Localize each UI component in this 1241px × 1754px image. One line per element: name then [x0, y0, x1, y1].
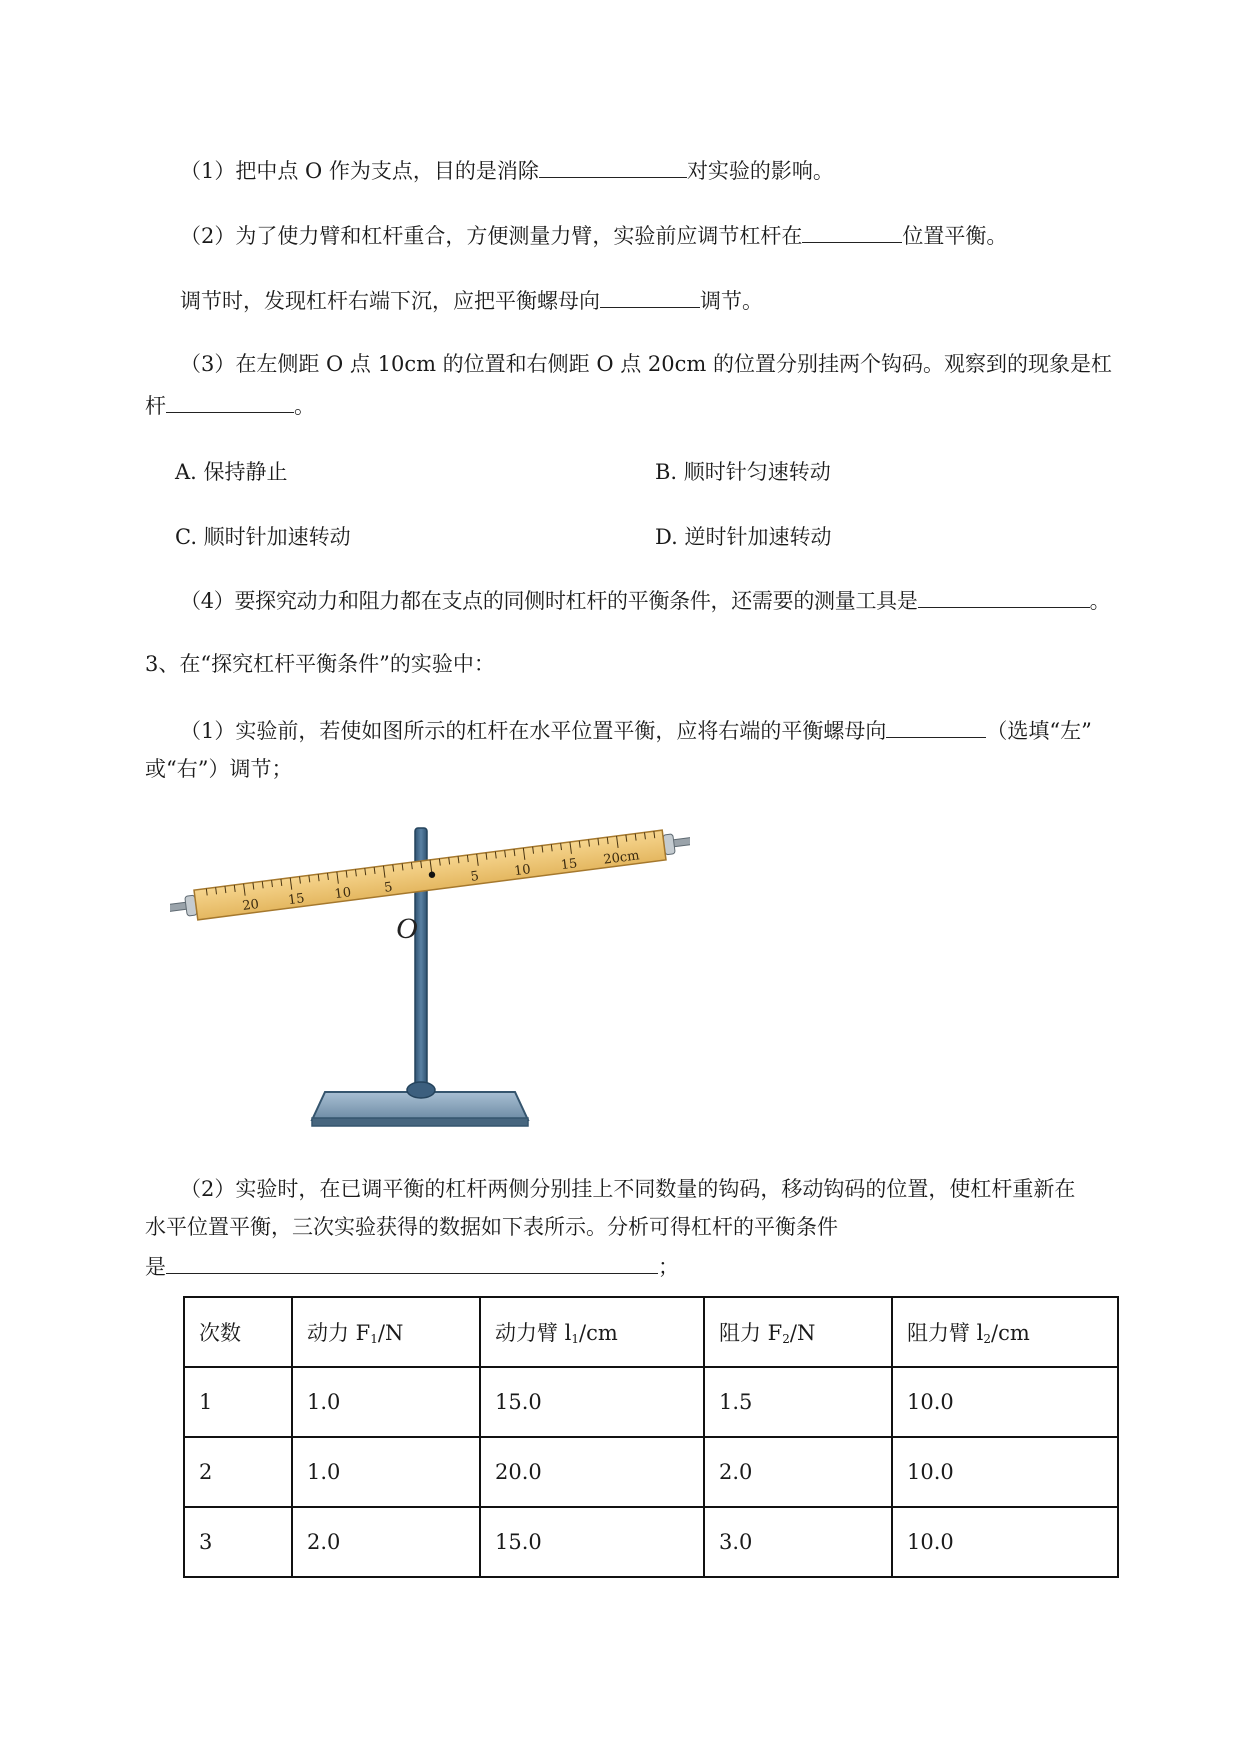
table-cell: 1.0 — [292, 1367, 480, 1437]
q2-part3-line2 — [145, 390, 315, 421]
header-l1-unit: /cm — [579, 1321, 618, 1345]
answer-blank[interactable] — [886, 715, 986, 738]
q2-part4-text-end: 。 — [1089, 589, 1111, 614]
header-l1-sub: 1 — [571, 1332, 580, 1346]
table-cell: 10.0 — [892, 1367, 1118, 1437]
ruler-tick-label: 10 — [333, 885, 353, 903]
q3-title: 3、在“探究杠杆平衡条件”的实验中： — [145, 652, 495, 676]
header-f1-sub: 1 — [370, 1332, 378, 1346]
answer-blank[interactable] — [539, 155, 687, 178]
q2-part2b-text: 调节时，发现杠杆右端下沉，应把平衡螺母向 — [180, 289, 600, 314]
q3-part2-line3 — [145, 1251, 679, 1282]
header-cell — [892, 1297, 1118, 1367]
table-row — [184, 1437, 1118, 1507]
header-l2-sub: 2 — [983, 1332, 992, 1346]
header-l2: 阻力臂 l — [907, 1321, 984, 1345]
q2-part2 — [180, 220, 1007, 251]
q2-part2-text: （2）为了使力臂和杠杆重合，方便测量力臂，实验前应调节杠杆在 — [180, 224, 803, 249]
q2-part3-line1: （3）在左侧距 O 点 10cm 的位置和右侧距 O 点 20cm 的位置分别挂两个钩码。观察到的现象是杠 — [180, 352, 1112, 376]
q2-part2b — [180, 285, 763, 316]
ruler-tick-label: 10 — [513, 862, 532, 880]
q3-part2-text: 是 — [145, 1255, 166, 1280]
ruler-tick-label: 5 — [469, 868, 480, 885]
ruler-tick-label: 15 — [287, 891, 306, 909]
table-cell: 2.0 — [292, 1507, 480, 1577]
q2-part1-text-end: 对实验的影响。 — [686, 159, 834, 184]
ruler-tick-label: 15 — [559, 856, 579, 874]
table-cell: 1.5 — [704, 1367, 892, 1437]
q3-part2-line1: （2）实验时，在已调平衡的杠杆两侧分别挂上不同数量的钩码，移动钩码的位置，使杠杆重新在 — [180, 1177, 1076, 1201]
q3-part1 — [180, 715, 1092, 746]
table-cell: 1.0 — [292, 1437, 480, 1507]
ruler-tick-label: 20cm — [602, 848, 641, 868]
answer-blank[interactable] — [918, 585, 1090, 608]
table-row — [184, 1367, 1118, 1437]
option-b[interactable]: B. 顺时针匀速转动 — [655, 460, 831, 484]
answer-blank[interactable] — [600, 285, 700, 308]
header-f2: 阻力 F — [719, 1321, 783, 1345]
q2-part2-text-end: 位置平衡。 — [902, 224, 1008, 249]
table-cell: 1 — [184, 1367, 292, 1437]
q3-part1-text: （1）实验前，若使如图所示的杠杆在水平位置平衡，应将右端的平衡螺母向 — [180, 719, 887, 744]
table-cell: 10.0 — [892, 1437, 1118, 1507]
option-d[interactable]: D. 逆时针加速转动 — [655, 525, 832, 549]
header-cell — [292, 1297, 480, 1367]
header-f1-unit: /N — [377, 1321, 404, 1345]
table-cell: 2 — [184, 1437, 292, 1507]
q2-part3-text-end: 。 — [294, 394, 315, 419]
header-cell — [480, 1297, 704, 1367]
q2-part1 — [180, 155, 834, 186]
ruler-tick-label: 20 — [241, 897, 260, 915]
option-c[interactable]: C. 顺时针加速转动 — [175, 525, 351, 549]
answer-blank[interactable] — [802, 220, 902, 243]
header-f2-sub: 2 — [782, 1332, 790, 1346]
header-count: 次数 — [199, 1321, 241, 1345]
q2-part1-text: （1）把中点 O 作为支点，目的是消除 — [180, 159, 539, 184]
q3-part2-line2: 水平位置平衡，三次实验获得的数据如下表所示。分析可得杠杆的平衡条件 — [145, 1215, 838, 1239]
table-cell: 3.0 — [704, 1507, 892, 1577]
table-cell: 15.0 — [480, 1367, 704, 1437]
header-l2-unit: /cm — [991, 1321, 1030, 1345]
table-cell: 2.0 — [704, 1437, 892, 1507]
q3-part2-text-end: ； — [658, 1255, 679, 1280]
table-header-row — [184, 1297, 1118, 1367]
q3-part1-text-end: （选填“左” — [986, 719, 1092, 744]
option-a[interactable]: A. 保持静止 — [175, 460, 288, 484]
header-f1: 动力 F — [307, 1321, 371, 1345]
table-cell: 15.0 — [480, 1507, 704, 1577]
header-f2-unit: /N — [789, 1321, 816, 1345]
lever-figure — [170, 820, 690, 1130]
table-cell: 3 — [184, 1507, 292, 1577]
q2-part4 — [180, 585, 1110, 616]
q3-part1-line2: 或“右”）调节； — [145, 757, 293, 781]
table-row — [184, 1507, 1118, 1577]
pivot-label: O — [396, 912, 418, 945]
table-cell: 20.0 — [480, 1437, 704, 1507]
header-cell — [184, 1297, 292, 1367]
table-cell: 10.0 — [892, 1507, 1118, 1577]
answer-blank[interactable] — [166, 390, 294, 413]
answer-blank[interactable] — [166, 1251, 658, 1274]
header-cell — [704, 1297, 892, 1367]
q2-part2b-text-end: 调节。 — [700, 289, 763, 314]
ruler-tick-label: 5 — [383, 879, 394, 896]
header-l1: 动力臂 l — [495, 1321, 572, 1345]
q2-part4-text: （4）要探究动力和阻力都在支点的同侧时杠杆的平衡条件，还需要的测量工具是 — [180, 589, 918, 614]
q2-part3-text: 杆 — [145, 394, 166, 419]
data-table — [183, 1296, 1119, 1578]
lever-ruler — [170, 826, 690, 923]
